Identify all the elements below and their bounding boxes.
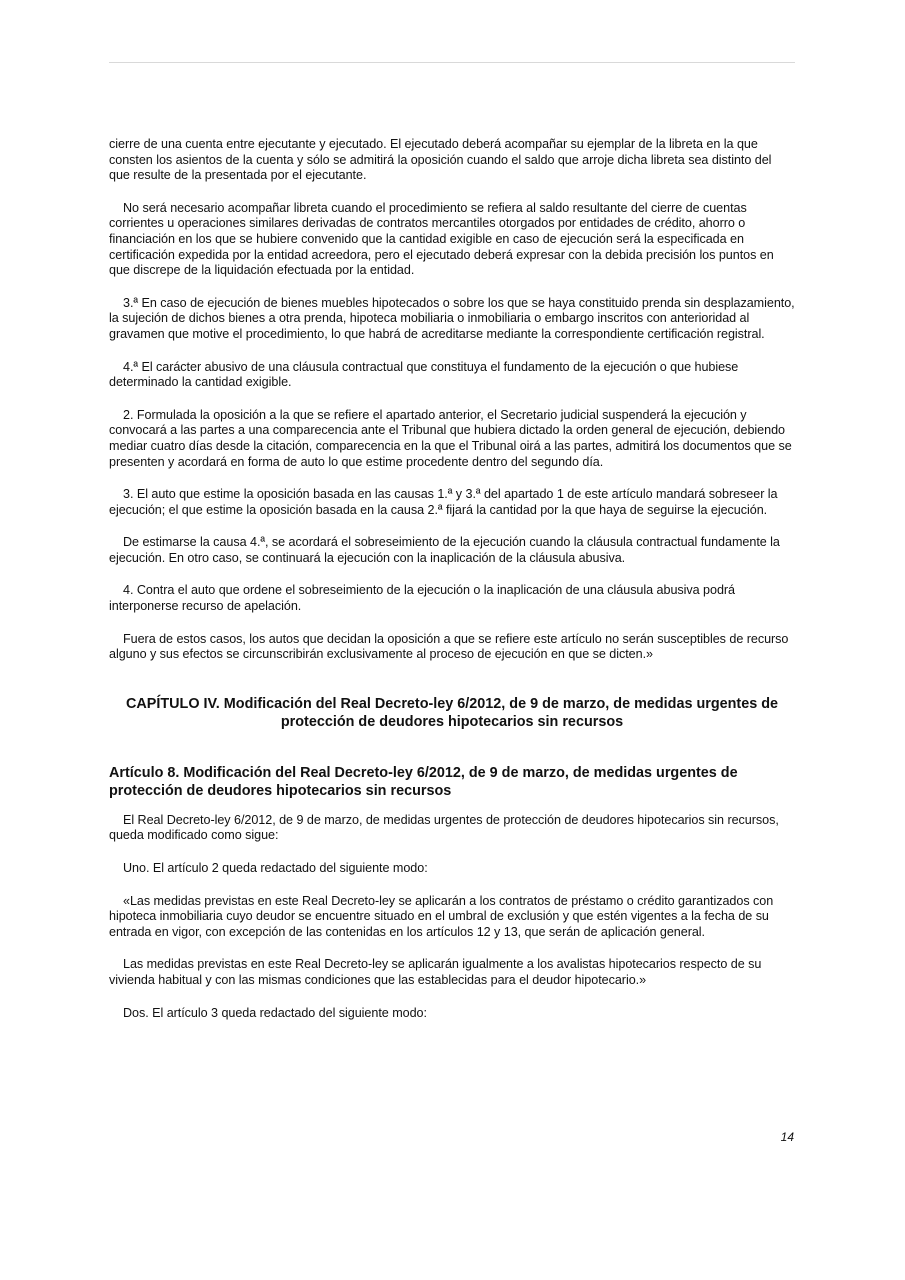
paragraph: cierre de una cuenta entre ejecutante y ejecutado. El ejecutado deberá acompañar su ejemplar de la libreta en la que consten los asientos de la cuenta y sólo se admitirá la oposición cuando el saldo que arroje dicha libreta sea distinto del que resulte de la presentada por el ejecutante. <box>109 137 772 183</box>
article-heading: Artículo 8. Modificación del Real Decreto-ley 6/2012, de 9 de marzo, de medidas urgentes de protección de deudores hipotecarios sin recursos <box>109 764 738 799</box>
header-rule <box>109 62 795 63</box>
paragraph: No será necesario acompañar libreta cuando el procedimiento se refiera al saldo resultante del cierre de cuentas corrientes u operaciones similares derivadas de contratos mercantiles otorgados por entidades de crédito, ahorro o financiación en los que se hubiere convenido que la cantidad exigible en caso de ejecución será la especificada en certificación expedida por la entidad acreedora, pero el ejecutado deberá expresar con la debida precisión los puntos en que discrepe de la liquidación efectuada por la entidad. <box>109 200 774 278</box>
paragraph: Uno. El artículo 2 queda redactado del siguiente modo: <box>123 861 428 876</box>
page-number: 14 <box>780 1130 794 1144</box>
paragraph: El Real Decreto-ley 6/2012, de 9 de marzo, de medidas urgentes de protección de deudores hipotecarios sin recursos, queda modificado como sigue: <box>109 812 779 843</box>
paragraph: Dos. El artículo 3 queda redactado del siguiente modo: <box>123 1005 427 1020</box>
document-body <box>109 137 795 1038</box>
paragraph: 3. El auto que estime la oposición basada en las causas 1.ª y 3.ª del apartado 1 de este artículo mandará sobreseer la ejecución; el que estime la oposición basada en la causa 2.ª fijará la cantidad por la que haya de seguirse la ejecución. <box>109 487 778 517</box>
paragraph: 4. Contra el auto que ordene el sobreseimiento de la ejecución o la inaplicación de una cláusula abusiva podrá interponerse recurso de apelación. <box>109 583 736 614</box>
paragraph: Fuera de estos casos, los autos que decidan la oposición a que se refiere este artículo no serán susceptibles de recurso alguno y sus efectos se circunscribirán exclusivamente al proceso de ejecución en que se dicten.» <box>109 631 789 662</box>
paragraph: 3.ª En caso de ejecución de bienes muebles hipotecados o sobre los que se haya constituido prenda sin desplazamiento, la sujeción de dichos bienes a otra prenda, hipoteca mobiliaria o inmobiliaria o embargo inscritos con anterioridad al gravamen que motive el procedimiento, lo que habrá de acreditarse mediante la correspondiente certificación registral. <box>109 295 795 341</box>
paragraph: Las medidas previstas en este Real Decreto-ley se aplicarán igualmente a los avalistas hipotecarios respecto de su vivienda habitual y con las mismas condiciones que las establecidas para el deudor hipotecario.» <box>109 957 762 987</box>
paragraph: 4.ª El carácter abusivo de una cláusula contractual que constituya el fundamento de la ejecución o que hubiese determinado la cantidad exigible. <box>109 359 739 390</box>
paragraph: 2. Formulada la oposición a la que se refiere el apartado anterior, el Secretario judicial suspenderá la ejecución y convocará a las partes a una comparecencia ante el Tribunal que hubiera dictado la orden general de ejecución, debiendo mediar cuatro días desde la citación, comparecencia en la que el Tribunal oirá a las partes, admitirá los documentos que se presenten y acordará en forma de auto lo que estime procedente dentro del segundo día. <box>109 407 792 469</box>
paragraph: De estimarse la causa 4.ª, se acordará el sobreseimiento de la ejecución cuando la cláusula contractual fundamente la ejecución. En otro caso, se continuará la ejecución con la inaplicación de la cláusula abusiva. <box>109 535 780 565</box>
paragraph: «Las medidas previstas en este Real Decreto-ley se aplicarán a los contratos de préstamo o crédito garantizados con hipoteca inmobiliaria cuyo deudor se encuentre situado en el umbral de exclusión y que estén vigentes a la fecha de su entrada en vigor, con excepción de las contenidas en los artículos 12 y 13, que serán de aplicación general. <box>109 893 774 939</box>
chapter-heading: CAPÍTULO IV. Modificación del Real Decreto-ley 6/2012, de 9 de marzo, de medidas urgentes de protección de deudores hipotecarios sin recursos <box>125 695 779 730</box>
